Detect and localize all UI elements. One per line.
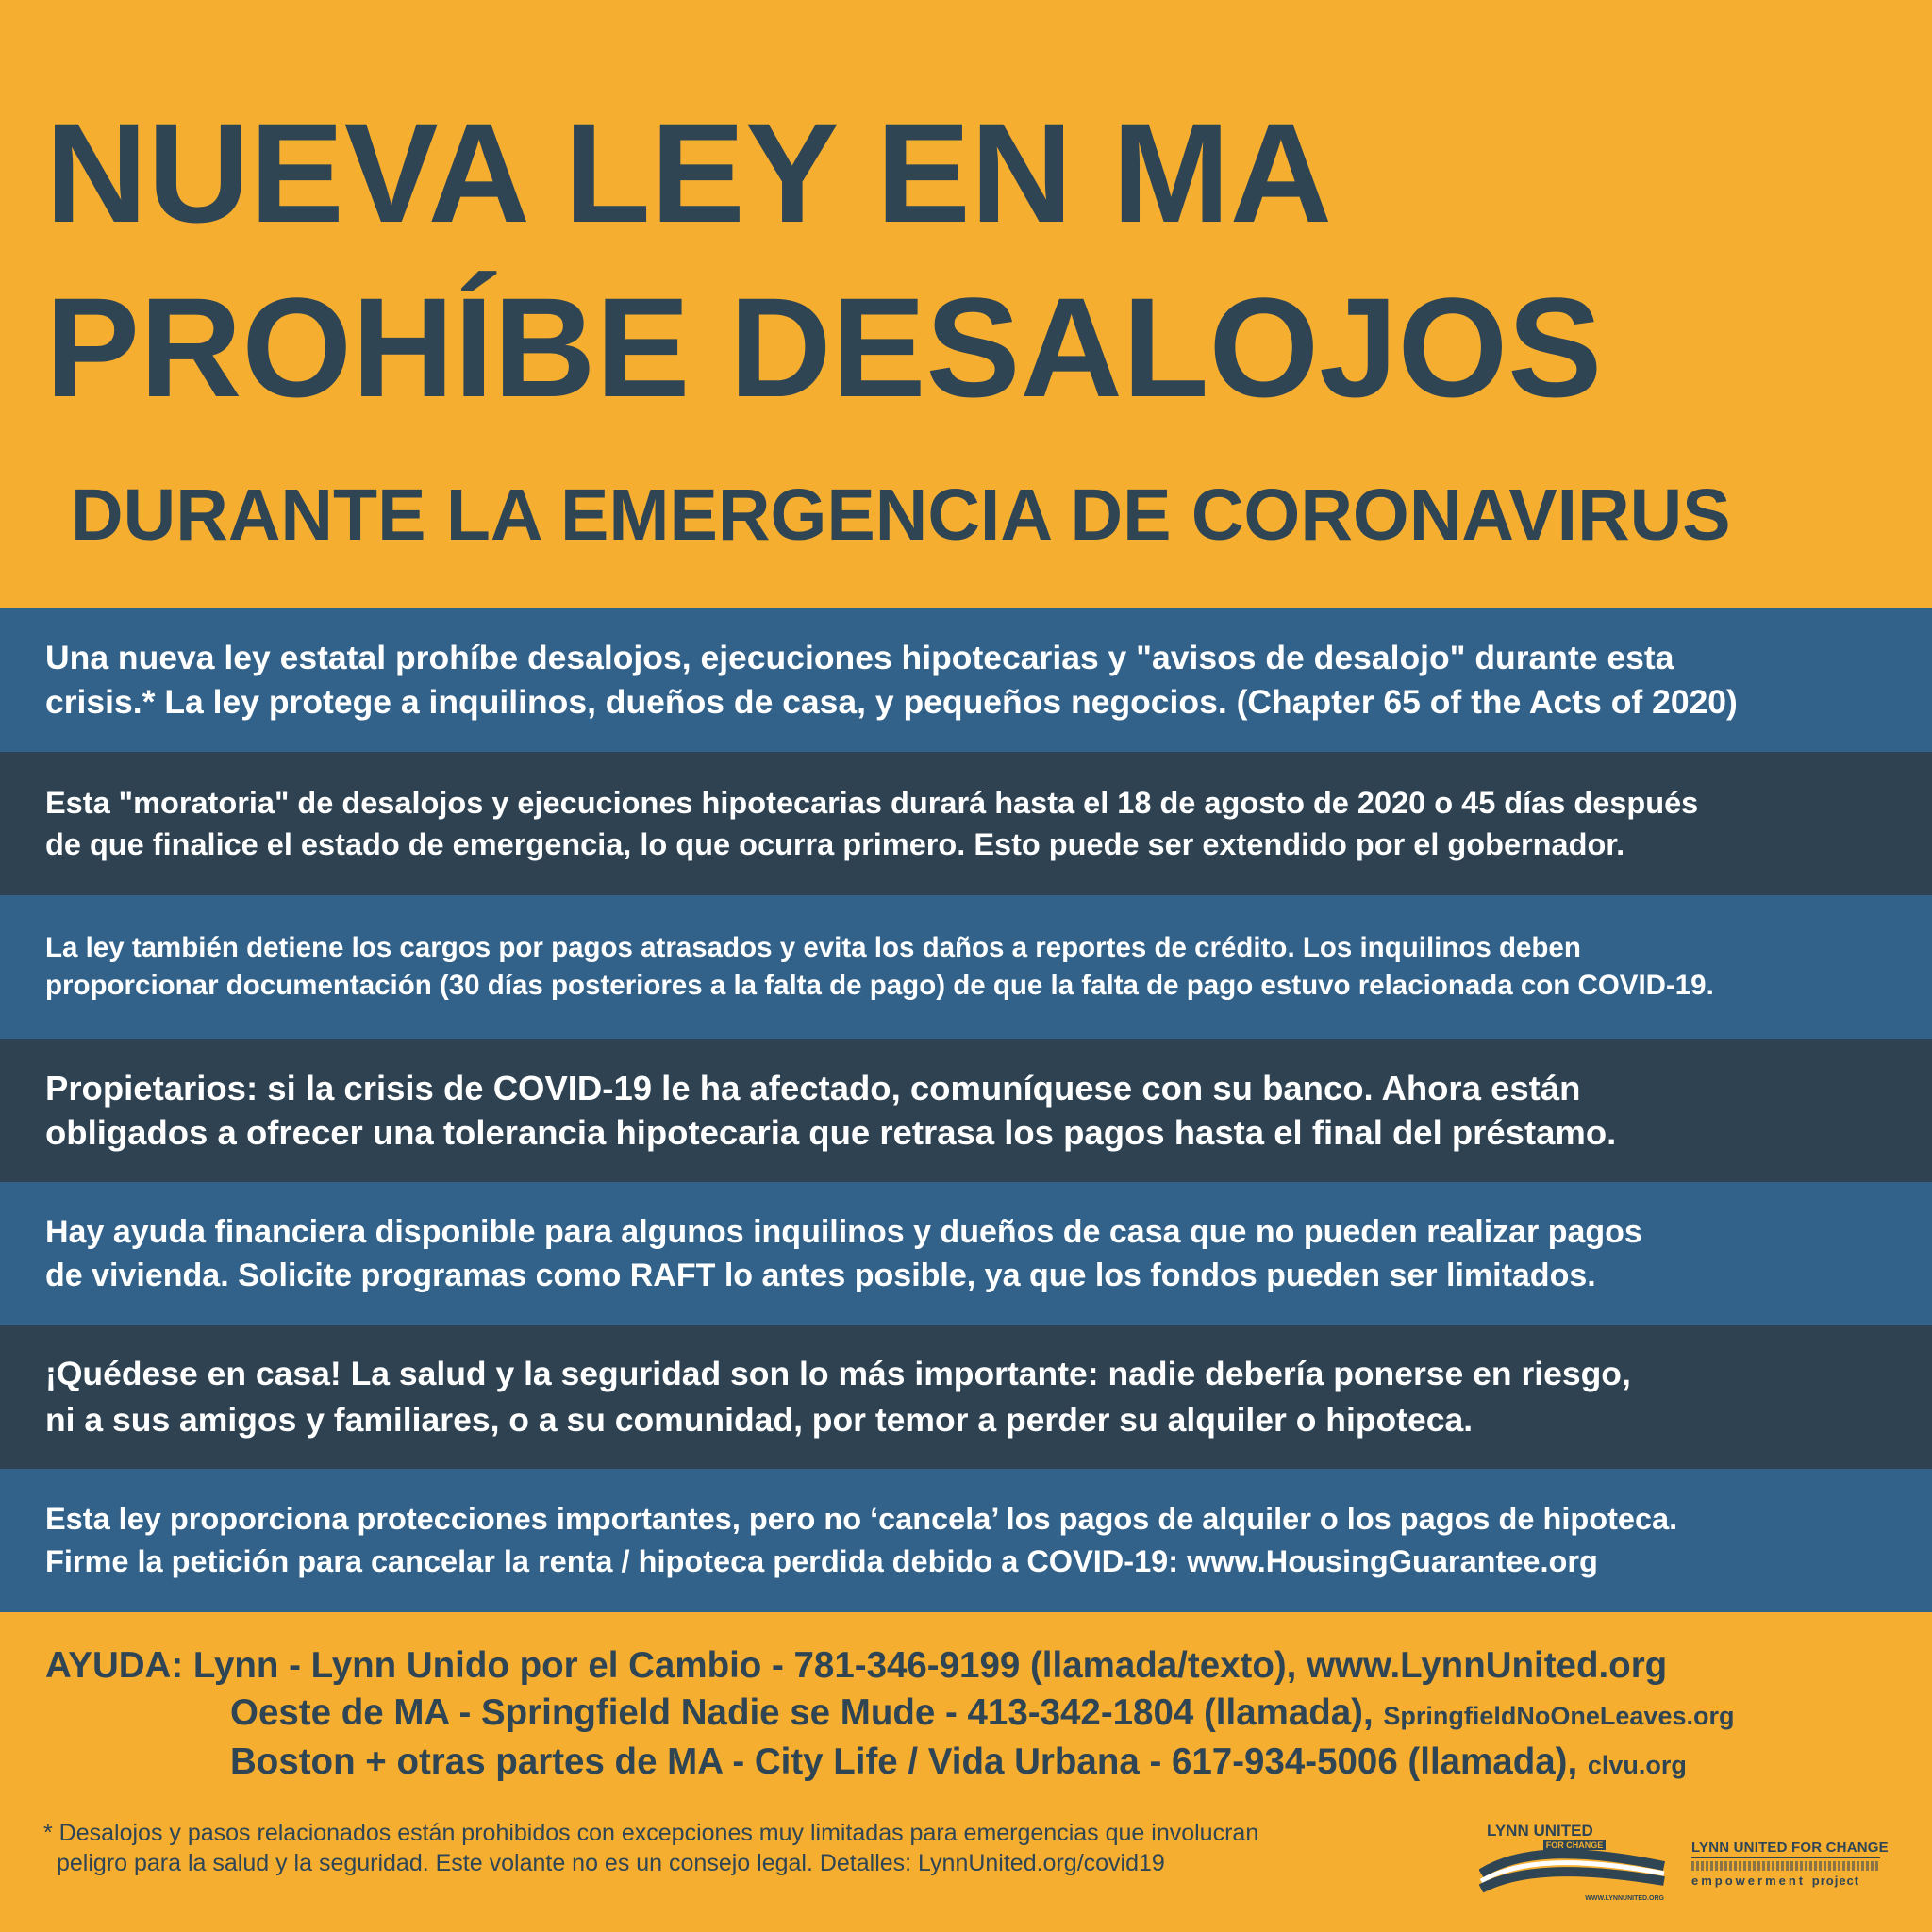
logo-subtitle-a: empowerment [1691, 1874, 1807, 1888]
logo-subtitle-b: project [1811, 1874, 1860, 1888]
help-contact-springfield [230, 1692, 1735, 1733]
band-text-line: de vivienda. Solicite programas como RAFT lo antes posible, ya que los fondos pueden ser limitados. [45, 1257, 1596, 1293]
help-contact-text: Oeste de MA - Springfield Nadie se Mude - 413-342-1804 (llamada), [230, 1692, 1374, 1733]
band-text-line: Propietarios: si la crisis de COVID-19 le ha afectado, comuníquese con su banco. Ahora están [45, 1069, 1581, 1108]
logo-title: LYNN UNITED FOR CHANGE [1691, 1840, 1880, 1858]
band-text-line: obligados a ofrecer una tolerancia hipotecaria que retrasa los pagos hasta el final del préstamo. [45, 1113, 1617, 1152]
info-band-law [0, 608, 1932, 752]
footnote [43, 1818, 1258, 1878]
logo-divider [1691, 1861, 1880, 1871]
band-text-line: Una nueva ley estatal prohíbe desalojos, ejecuciones hipotecarias y "avisos de desalojo" durante esta [45, 639, 1674, 676]
lynn-united-logo [1479, 1819, 1668, 1904]
empowerment-project-logo [1691, 1840, 1889, 1889]
info-band-moratorium [0, 752, 1932, 895]
help-contact-link[interactable]: SpringfieldNoOneLeaves.org [1383, 1702, 1735, 1730]
band-text-line: crisis.* La ley protege a inquilinos, dueños de casa, y pequeños negocios. (Chapter 65 of the Acts of 2020) [45, 683, 1738, 721]
title-line-2: PROHÍBE DESALOJOS [45, 268, 1603, 426]
help-contact-text: Boston + otras partes de MA - City Life / Vida Urbana - 617-934-5006 (llamada), [230, 1741, 1578, 1782]
band-text-line: Hay ayuda financiera disponible para algunos inquilinos y dueños de casa que no pueden realizar pagos [45, 1214, 1642, 1250]
band-text-line: ni a sus amigos y familiares, o a su comunidad, por temor a perder su alquiler o hipoteca. [45, 1401, 1474, 1439]
logo-title: LYNN UNITED [1487, 1822, 1593, 1840]
header [0, 0, 1932, 608]
info-band-stay-home [0, 1325, 1932, 1469]
band-text-line: ¡Quédese en casa! La salud y la seguridad son lo más importante: nadie debería ponerse en riesgo, [45, 1355, 1631, 1392]
band-text-line: proporcionar documentación (30 días posteriores a la falta de pago) de que la falta de pago estuvo relacionada con COVID-19. [45, 970, 1714, 1001]
logo-subtitle [1691, 1874, 1880, 1888]
band-text-line: La ley también detiene los cargos por pagos atrasados y evita los daños a reportes de crédito. Los inquilinos deben [45, 932, 1581, 963]
info-band-owners [0, 1039, 1932, 1182]
logo-url: WWW.LYNNUNITED.ORG [1585, 1895, 1664, 1902]
help-contact-link[interactable]: clvu.org [1587, 1751, 1687, 1779]
band-text-line: Firme la petición para cancelar la renta / hipoteca perdida debido a COVID-19: www.HousingGuarantee.org [45, 1544, 1598, 1578]
footnote-line: * Desalojos y pasos relacionados están prohibidos con excepciones muy limitadas para emergencias que involucran [43, 1820, 1259, 1846]
info-band-petition [0, 1469, 1932, 1612]
logo-tagline: FOR CHANGE [1545, 1840, 1604, 1850]
help-contact-boston [230, 1741, 1687, 1782]
info-band-late-fees [0, 895, 1932, 1039]
title-line-1: NUEVA LEY EN MA [45, 93, 1333, 252]
footnote-line: peligro para la salud y la seguridad. Este volante no es un consejo legal. Detalles: LynnUnited.org/covid19 [57, 1850, 1165, 1876]
info-band-financial-help [0, 1182, 1932, 1325]
help-contact-lynn: AYUDA: Lynn - Lynn Unido por el Cambio - 781-346-9199 (llamada/texto), www.LynnUnited.org [45, 1645, 1668, 1686]
band-text-line: de que finalice el estado de emergencia, lo que ocurra primero. Esto puede ser extendido por el gobernador. [45, 827, 1625, 861]
subtitle: DURANTE LA EMERGENCIA DE CORONAVIRUS [71, 475, 1731, 556]
band-text-line: Esta ley proporciona protecciones importantes, pero no ‘cancela’ los pagos de alquiler o los pagos de hipoteca. [45, 1502, 1678, 1536]
band-text-line: Esta "moratoria" de desalojos y ejecuciones hipotecarias durará hasta el 18 de agosto de 2020 o 45 días después [45, 786, 1699, 820]
